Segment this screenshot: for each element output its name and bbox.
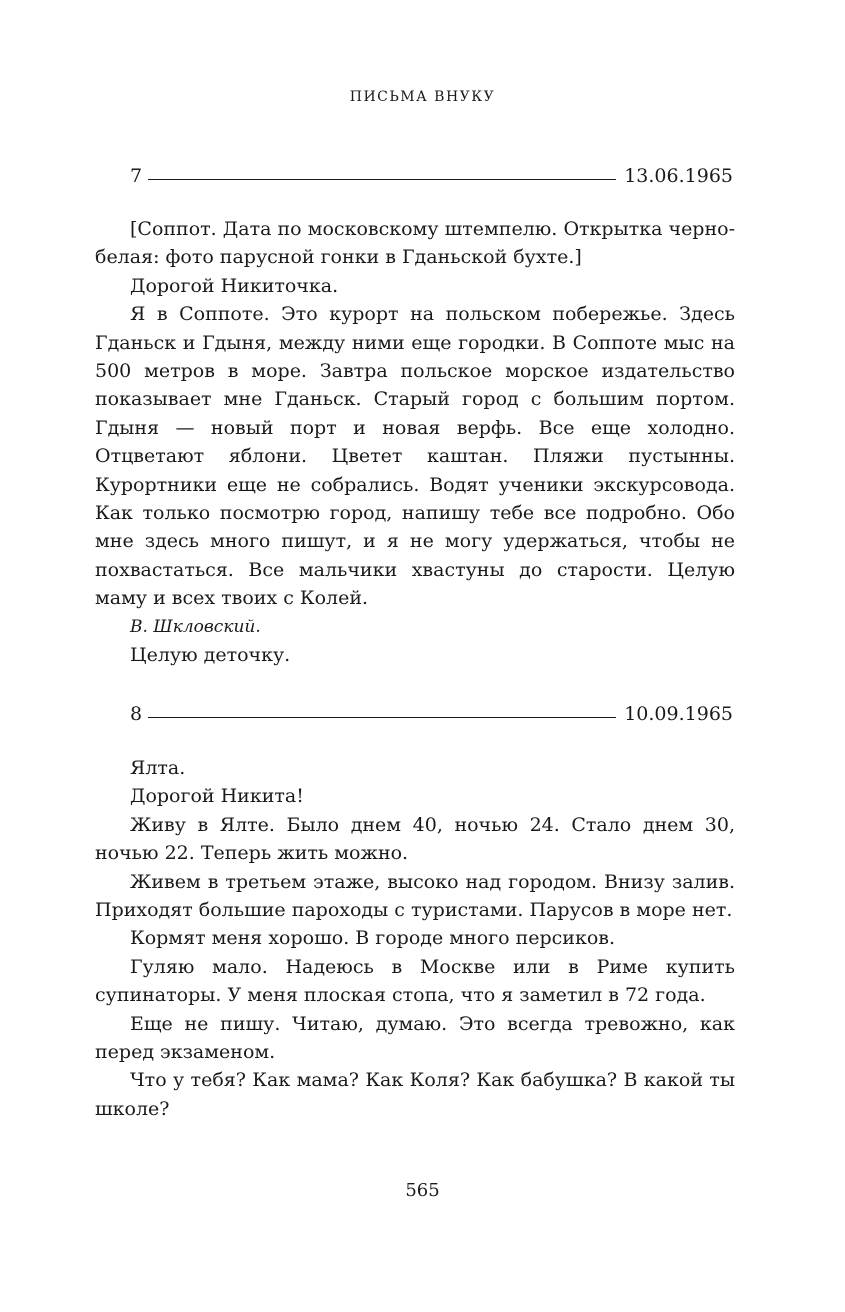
greeting: Дорогой Никиточка. xyxy=(130,274,339,297)
signature: В. Шкловский. xyxy=(130,616,261,637)
paragraph: Еще не пишу. Читаю, думаю. Это всегда тревожно, как перед экзаменом. xyxy=(95,1012,735,1064)
letter-header xyxy=(130,157,733,187)
greeting: Дорогой Никита! xyxy=(130,785,304,808)
paragraph: Что у тебя? Как мама? Как Коля? Как бабушка? В какой ты школе? xyxy=(95,1069,735,1120)
letter-date: 13.06.1965 xyxy=(624,165,733,187)
letter-body xyxy=(95,754,735,1123)
paragraph: Живу в Ялте. Было днем 40, ночью 24. Стало днем 30, ночью 22. Теперь жить можно. xyxy=(95,813,735,865)
paragraph: Живем в третьем этаже, высоко над городом. Внизу залив. Приходят большие пароходы с туристами. Парусов в море нет. xyxy=(95,870,735,922)
paragraph: Гуляю мало. Надеюсь в Москве или в Риме купить супинаторы. У меня плоская стопа, что я заметил в 72 года. xyxy=(95,955,735,1007)
letter-header xyxy=(130,695,733,725)
paragraph: Я в Соппоте. Это курорт на польском побережье. Здесь Гданьск и Гдыня, между ними еще городки. В Соппоте мыс на 500 метров в море. Завтра польское морское издательство показывает мне Гданьск. Старый город с большим портом. Гдыня — новый порт и новая верфь. Все еще холодно. Отцветают яблони. Цветет каштан. Пляжи пустынны. Курортники еще не собрались. Водят ученики экскурсовода. Как только посмотрю город, напишу тебе все подробно. Обо мне здесь много пишут, и я не могу удержаться, чтобы не похвастаться. Все мальчики хвастуны до старости. Целую маму и всех твоих с Колей. xyxy=(95,303,735,610)
letter-number: 8 xyxy=(130,703,143,725)
postscript: Целую деточку. xyxy=(130,644,291,667)
header-rule xyxy=(148,717,616,718)
page-number: 565 xyxy=(405,1180,440,1201)
letter-date: 10.09.1965 xyxy=(624,703,733,725)
editorial-note: [Соппот. Дата по московскому штемпелю. Открытка черно-белая: фото парусной гонки в Гданьской бухте.] xyxy=(95,218,735,269)
letter-number: 7 xyxy=(130,165,143,187)
place-line: Ялта. xyxy=(130,757,186,779)
letter-body xyxy=(95,215,735,670)
paragraph: Кормят меня хорошо. В городе много персиков. xyxy=(130,927,615,950)
running-head: ПИСЬМА ВНУКУ xyxy=(349,89,496,105)
header-rule xyxy=(148,179,616,180)
